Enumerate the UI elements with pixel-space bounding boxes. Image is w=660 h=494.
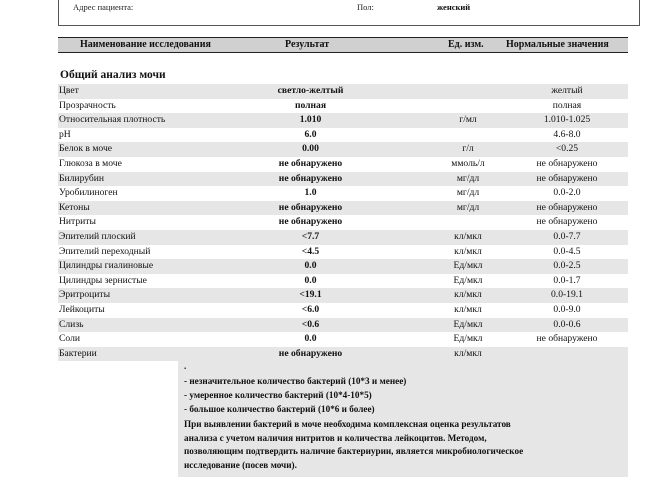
note-item: - умеренное количество бактерий (10*4-10*5): [184, 390, 372, 400]
cell-unit: кл/мкл: [454, 347, 482, 359]
cell-name: Эпителий плоский: [59, 230, 136, 242]
cell-norm: полная: [552, 99, 582, 111]
cell-name: Билирубин: [59, 172, 105, 184]
header-result: Результат: [285, 39, 330, 50]
cell-result: не обнаружено: [278, 172, 343, 184]
cell-norm: 0.0-4.5: [553, 245, 581, 257]
cell-unit: кл/мкл: [454, 303, 482, 315]
table-row: [58, 259, 628, 274]
cell-result: <7.7: [301, 230, 320, 242]
header-unit: Ед. изм.: [448, 39, 484, 50]
cell-result: <19.1: [299, 289, 322, 301]
sex-label: Пол:: [357, 2, 374, 12]
table-row: [58, 128, 628, 143]
table-row: [58, 99, 628, 114]
note-line: При выявлении бактерий в моче необходима комплексная оценка результатов: [184, 419, 511, 429]
cell-norm: не обнаружено: [536, 172, 598, 184]
cell-norm: не обнаружено: [536, 201, 598, 213]
note-item: - большое количество бактерий (10*6 и более): [184, 404, 375, 414]
cell-unit: мг/дл: [456, 201, 480, 213]
cell-name: Эпителий переходный: [59, 245, 151, 257]
cell-result: <4.5: [301, 245, 320, 257]
cell-name: Уробилиноген: [59, 187, 118, 199]
cell-norm: 0.0-0.6: [553, 318, 581, 330]
cell-name: Соли: [59, 333, 80, 345]
cell-name: Кетоны: [59, 201, 90, 213]
patient-info-box: [58, 0, 640, 26]
cell-norm: не обнаружено: [536, 216, 598, 228]
cell-norm: 0.0-19.1: [551, 289, 583, 301]
cell-unit: кл/мкл: [454, 289, 482, 301]
cell-result: 0.00: [302, 143, 319, 155]
note-dot: .: [184, 361, 187, 371]
header-name: Наименование исследования: [80, 39, 211, 50]
cell-name: Цилиндры зернистые: [59, 274, 147, 286]
table-row: [58, 215, 628, 230]
cell-name: Слизь: [59, 318, 84, 330]
cell-unit: мг/дл: [456, 187, 480, 199]
cell-result: <6.0: [301, 303, 320, 315]
table-row: [58, 274, 628, 289]
cell-name: Бактерии: [59, 347, 97, 359]
table-row: [58, 201, 628, 216]
cell-unit: Ед/мкл: [453, 333, 483, 345]
bacteria-note: [178, 360, 628, 477]
table-header: [58, 37, 628, 53]
cell-name: Относительная плотность: [59, 114, 166, 126]
cell-norm: 4.6-8.0: [553, 128, 581, 140]
sex-value: женский: [437, 2, 471, 12]
header-norm: Нормальные значения: [506, 39, 609, 50]
table-row: [58, 332, 628, 347]
cell-result: 0.0: [304, 260, 317, 272]
cell-norm: 0.0-2.0: [553, 187, 581, 199]
table-row: [58, 303, 628, 318]
cell-result: 1.010: [299, 114, 322, 126]
cell-result: 6.0: [304, 128, 317, 140]
cell-result: не обнаружено: [278, 347, 343, 359]
cell-unit: кл/мкл: [454, 245, 482, 257]
table-row: [58, 245, 628, 260]
cell-name: Белок в моче: [59, 143, 113, 155]
cell-result: полная: [294, 99, 327, 111]
table-row: [58, 113, 628, 128]
cell-unit: г/мл: [459, 114, 477, 126]
note-line: анализа с учетом наличия нитритов и количества лейкоцитов. Методом,: [184, 432, 487, 443]
cell-result: 0.0: [304, 274, 317, 286]
note-line: исследование (посев мочи).: [184, 459, 297, 470]
cell-name: Цилиндры гиалиновые: [59, 260, 154, 272]
cell-name: pH: [59, 128, 71, 140]
cell-norm: 0.0-1.7: [553, 274, 581, 286]
table-row: [58, 230, 628, 245]
cell-result: 1.0: [304, 187, 317, 199]
cell-result: не обнаружено: [278, 216, 343, 228]
cell-norm: не обнаружено: [536, 333, 598, 345]
table-row: [58, 172, 628, 187]
cell-unit: г/л: [462, 143, 474, 155]
cell-result: 0.0: [304, 333, 317, 345]
section-title: Общий анализ мочи: [60, 69, 166, 81]
table-row: [58, 288, 628, 303]
address-label: Адрес пациента:: [73, 2, 134, 12]
cell-name: Эритроциты: [59, 289, 111, 301]
table-row: [58, 142, 628, 157]
table-row: [58, 318, 628, 333]
table-row: [58, 84, 628, 99]
cell-norm: желтый: [551, 85, 583, 96]
cell-norm: 0.0-9.0: [553, 303, 581, 315]
cell-norm: 1.010-1.025: [543, 114, 591, 126]
cell-norm: 0.0-7.7: [553, 230, 581, 242]
cell-unit: мг/дл: [456, 172, 480, 184]
cell-name: Нитриты: [59, 216, 96, 228]
note-paragraph: [184, 418, 614, 472]
cell-name: Прозрачность: [59, 99, 116, 111]
table-row: [58, 157, 628, 172]
cell-unit: кл/мкл: [454, 230, 482, 242]
note-item: - незначительное количество бактерий (10*3 и менее): [184, 376, 407, 386]
cell-result: светло-желтый: [277, 85, 344, 96]
table-row: [58, 186, 628, 201]
cell-unit: Ед/мкл: [453, 274, 483, 286]
cell-result: не обнаружено: [278, 201, 343, 213]
cell-unit: Ед/мкл: [453, 260, 483, 272]
cell-name: Глюкоза в моче: [59, 157, 122, 169]
cell-norm: <0.25: [555, 143, 579, 155]
results-table: [58, 84, 628, 361]
note-line: позволяющим подтвердить наличие бактериурии, является микробиологическое: [184, 446, 524, 457]
cell-name: Цвет: [59, 85, 79, 96]
cell-name: Лейкоциты: [59, 303, 105, 315]
cell-norm: не обнаружено: [536, 157, 598, 169]
cell-unit: ммоль/л: [451, 157, 485, 169]
cell-result: не обнаружено: [278, 157, 343, 169]
cell-norm: 0.0-2.5: [553, 260, 581, 272]
cell-unit: Ед/мкл: [453, 318, 483, 330]
cell-result: <0.6: [301, 318, 320, 330]
